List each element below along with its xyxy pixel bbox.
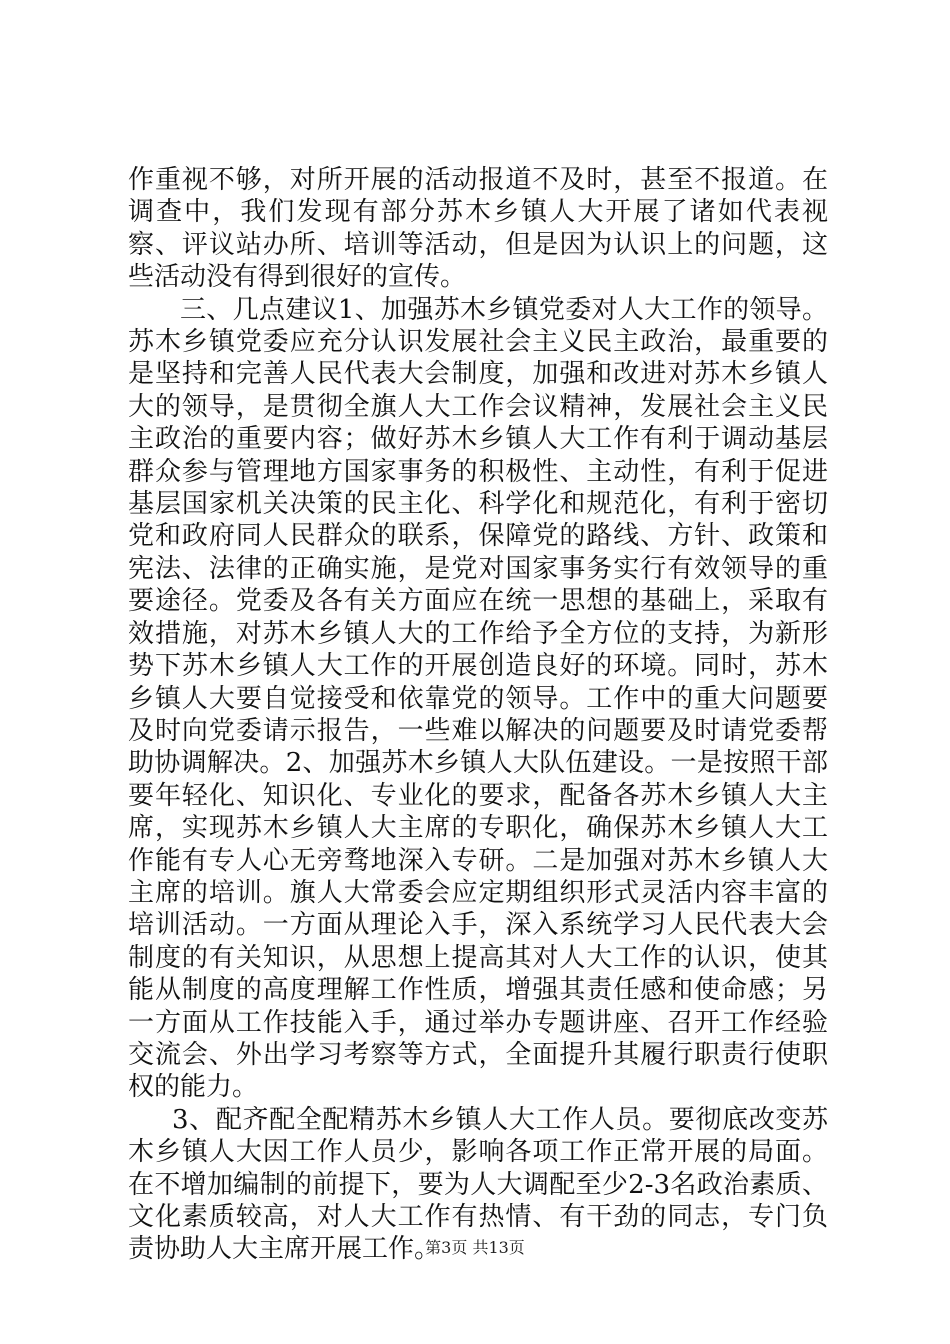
page-footer — [0, 1238, 950, 1258]
paragraph-staffing: 3、配齐配全配精苏木乡镇人大工作人员。要彻底改变苏木乡镇人大因工作人员少，影响各项工作正常开展的局面。在不增加编制的前提下，要为人大调配至少2-3名政治素质、文化素质较高，对人大工作有热情、有干劲的同志，专门负责协助人大主席开展工作。 — [128, 1104, 828, 1265]
document-body — [128, 164, 828, 1266]
paragraph-continuation: 作重视不够，对所开展的活动报道不及时，甚至不报道。在调查中，我们发现有部分苏木乡镇人大开展了诸如代表视察、评议站办所、培训等活动，但是因为认识上的问题，这些活动没有得到很好的宣传。 — [128, 165, 828, 293]
paragraph-suggestions: 三、几点建议1、加强苏木乡镇党委对人大工作的领导。苏木乡镇党委应充分认识发展社会主义民主政治，最重要的是坚持和完善人民代表大会制度，加强和改进对苏木乡镇人大的领导，是贯彻全旗人大工作会议精神，发展社会主义民主政治的重要内容；做好苏木乡镇人大工作有利于调动基层群众参与管理地方国家事务的积极性、主动性，有利于促进基层国家机关决策的民主化、科学化和规范化，有利于密切党和政府同人民群众的联系，保障党的路线、方针、政策和宪法、法律的正确实施，是党对国家事务实行有效领导的重要途径。党委及各有关方面应在统一思想的基础上，采取有效措施，对苏木乡镇人大的工作给予全方位的支持，为新形势下苏木乡镇人大工作的开展创造良好的环境。同时，苏木乡镇人大要自觉接受和依靠党的领导。工作中的重大问题要及时向党委请示报告，一些难以解决的问题要及时请党委帮助协调解决。2、加强苏木乡镇人大队伍建设。一是按照干部要年轻化、知识化、专业化的要求，配备各苏木乡镇人大主席，实现苏木乡镇人大主席的专职化，确保苏木乡镇人大工作能有专人心无旁骛地深入专研。二是加强对苏木乡镇人大主席的培训。旗人大常委会应定期组织形式灵活内容丰富的培训活动。一方面从理论入手，深入系统学习人民代表大会制度的有关知识，从思想上提高其对人大工作的认识，使其能从制度的高度理解工作性质，增强其责任感和使命感；另一方面从工作技能入手，通过举办专题讲座、召开工作经验交流会、外出学习考察等方式，全面提升其履行职责行使职权的能力。 — [128, 294, 828, 1103]
page-number-label: 第3页 共13页 — [425, 1238, 525, 1257]
